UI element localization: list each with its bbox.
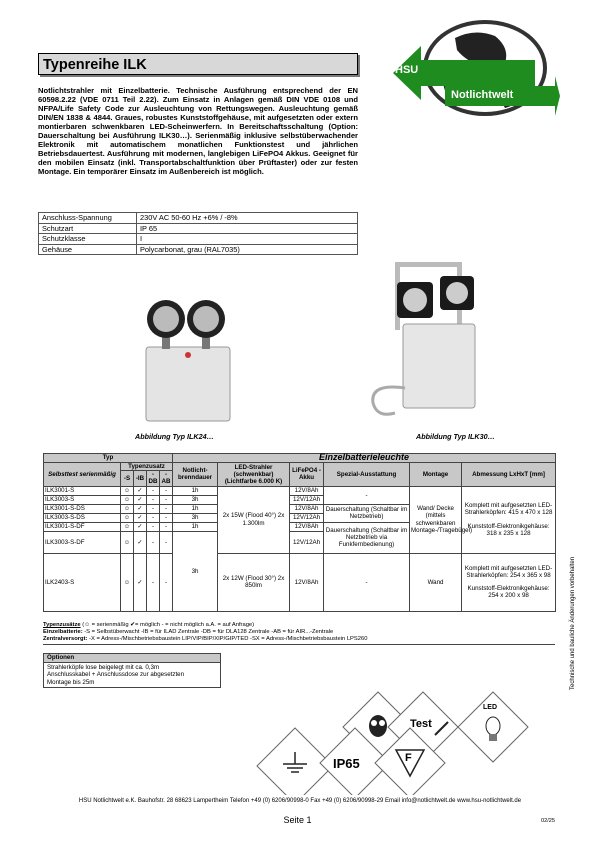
cell-akku: 12V/8Ah (290, 522, 324, 531)
table-row (44, 486, 556, 495)
header-zusatz-s: -S (121, 471, 134, 486)
abmessung-a-line1: Komplett mit aufgesetzten LED-Strahlerköpfen: 415 x 470 x 128 (464, 502, 553, 517)
option-line: Montage bis 25m (47, 678, 95, 686)
cell-s: ☺ (121, 553, 134, 611)
cell-s: ☺ (121, 513, 134, 522)
page-title: Typenreihe ILK (43, 57, 147, 73)
product-table (43, 453, 556, 612)
cell-dauer: 1h (173, 522, 218, 531)
spec-label: Anschluss-Spannung (39, 213, 137, 224)
cell-akku: 12V/8Ah (290, 504, 324, 513)
cell-led-a: 2x 15W (Flood 40°) 2x 1.300lm (218, 486, 290, 553)
cell-db: - (147, 495, 160, 504)
legend-zentral: -X = Adress-/Mischbetriebsbaustein LIP/VIP/BIP/XIP/GIP/TED -SX = Adress-/Mischbetriebsbaustein LPS260 (87, 636, 368, 643)
cell-led-b: 2x 12W (Flood 30°) 2x 850lm (218, 553, 290, 611)
row-name: ILK3001-S-DS (44, 504, 121, 513)
header-montage: Montage (410, 463, 462, 487)
cell-ab: - (160, 513, 173, 522)
cell-akku: 12V/12Ah (290, 513, 324, 522)
header-zusatz-ib: -IB (134, 471, 147, 486)
logo-text-hsu: HSU (395, 64, 419, 76)
cell-ab: - (160, 531, 173, 553)
cell-db: - (147, 513, 160, 522)
spec-row (39, 234, 358, 245)
spec-label: Schutzklasse (39, 234, 137, 245)
product-image-ilk30 (365, 258, 480, 423)
cell-dauer: 1h (173, 486, 218, 495)
cell-akku: 12V/12Ah (290, 495, 324, 504)
spec-label: Schutzart (39, 223, 137, 234)
cell-db: - (147, 522, 160, 531)
cell-spezial-none: - (324, 486, 410, 504)
header-akku: LiFePO4 -Akku (290, 463, 324, 487)
ip65-sign-label: IP65 (333, 756, 360, 771)
legend (43, 622, 555, 645)
cell-s: ☺ (121, 522, 134, 531)
legend-typenzusaetze-head: Typenzusätze (43, 622, 81, 628)
product-image-ilk24 (140, 295, 235, 425)
spec-table (38, 212, 358, 255)
product-description: Notlichtstrahler mit Einzelbatterie. Technische Ausführung entsprechend der EN 60598.2.22 (VDE 0711 Teil 2.22). Zum Einsatz in Anlagen gemäß DIN VDE 0108 und NFPA/Life Safety Code zur Ausleuchtung von Rettungswegen. Ausleuchtung gemäß DIN/EN 1838 & 4844. Graues, robustes Kunststoffgehäuse, mit aufgesetzten oder extern montierbaren schwenkbaren LED-Scheinwerfern. In Bereitschaftsschaltung (Option: Dauerschaltung bei Ausführung ILK30…). Serienmäßig inklusive selbstüberwachender Elektronik mit automatischem monatlichen Funktionstest und jährlichen Betriebsdauertest. Ausführung mit modernen, langlebigen LiFePO4 Akkus. Geeignet für den mobilen Einsatz (inkl. Transportabschaltfunktion über Prüftaster) oder zur festen Montage. Ein temporärer Einsatz im Außenbereich ist möglich. (38, 86, 358, 177)
led-sign-label: LED (483, 704, 497, 711)
cell-montage-b: Wand (410, 553, 462, 611)
spec-value: I (137, 234, 358, 245)
certification-signs (245, 690, 530, 795)
legend-typenzusaetze: (☺ = serienmäßig ✔= möglich - = nicht möglich a.A. = auf Anfrage) (80, 622, 255, 628)
options-box (43, 653, 221, 688)
page-title-box (38, 53, 358, 75)
cell-ib: ✓ (134, 522, 147, 531)
row-name: ILK3003-S-DF (44, 531, 121, 553)
page-number: Seite 1 (283, 815, 312, 825)
cell-ab: - (160, 553, 173, 611)
cell-s: ☺ (121, 504, 134, 513)
cell-ib: ✓ (134, 495, 147, 504)
spec-row (39, 244, 358, 255)
cell-akku: 12V/12Ah (290, 531, 324, 553)
cell-akku: 12V/8Ah (290, 553, 324, 611)
cell-ab: - (160, 486, 173, 495)
cell-spezial-ds: Dauerschaltung (Schaltbar im Netzbetrieb) (324, 504, 410, 522)
cell-db: - (147, 531, 160, 553)
options-title: Optionen (44, 654, 220, 663)
cell-ab: - (160, 504, 173, 513)
document-code: 02/25 (541, 818, 555, 824)
cell-s: ☺ (121, 531, 134, 553)
cell-ab: - (160, 495, 173, 504)
cell-abmessung-b (462, 553, 556, 611)
cell-spezial-df: Dauerschaltung (Schaltbar im Netzbetrieb via Funkfernbedienung) (324, 522, 410, 553)
header-group-title: Einzelbatterieleuchte (173, 454, 556, 463)
abmessung-a-line2: Kunststoff-Elektronikgehäuse: 318 x 235 x 128 (467, 522, 550, 537)
header-zusatz-ab: -AB (160, 471, 173, 486)
cell-ab: - (160, 522, 173, 531)
table-row (44, 553, 556, 611)
option-line: Anschlusskabel + Anschlussdose zur abgesetzten (47, 671, 185, 679)
spec-value: Polycarbonat, grau (RAL7035) (137, 244, 358, 255)
cell-montage-a: Wand/ Decke (mittels schwenkbaren Montage-/Tragebügel) (410, 486, 462, 553)
footer-address: HSU Notlichtwelt e.K. Bauhofstr. 28 68623 Lampertheim Telefon +49 (0) 6206/90998-0 Fax +49 (0) 6206/90998-29 Email info@notlichtwelt.de www.hsu-notlichtwelt.de (78, 798, 522, 804)
caption-ilk24: Abbildung Typ ILK24… (135, 432, 214, 441)
row-name: ILK3003-S-DS (44, 513, 121, 522)
header-led: LED-Strahler (schwenkbar) (Lichtfarbe 6.000 K) (218, 463, 290, 487)
cell-s: ☺ (121, 486, 134, 495)
cell-db: - (147, 504, 160, 513)
spec-row (39, 213, 358, 224)
option-line: Strahlerköpfe lose beigelegt mit ca. 0,3m (47, 664, 160, 671)
spec-value: 230V AC 50-60 Hz +6% / -8% (137, 213, 358, 224)
cell-ib: ✓ (134, 504, 147, 513)
header-zusatz-db: -DB (147, 471, 160, 486)
owl-icon (369, 715, 387, 737)
abmessung-b-line1: Komplett mit aufgesetzten LED-Strahlerköpfen: 254 x 365 x 98 (464, 565, 553, 580)
cell-akku: 12V/8Ah (290, 486, 324, 495)
spec-row (39, 223, 358, 234)
row-name: ILK3001-S-DF (44, 522, 121, 531)
cell-db: - (147, 486, 160, 495)
header-selbsttest: Selbsttest serienmäßig (44, 463, 121, 487)
test-sign-label: Test (410, 718, 432, 730)
row-name: ILK2403-S (44, 553, 121, 611)
cell-dauer: 3h (173, 513, 218, 522)
cell-dauer: 1h (173, 504, 218, 513)
legend-einzelbatterie: -S = Selbstüberwacht -IB = für ILAD Zentrale -DB = für DLA128 Zentrale -AB = für AIR...-Zentrale (82, 629, 334, 636)
cell-s: ☺ (121, 495, 134, 504)
row-name: ILK3003-S (44, 495, 121, 504)
cell-dauer: 3h (173, 495, 218, 504)
cell-ib: ✓ (134, 486, 147, 495)
spec-value: IP 65 (137, 223, 358, 234)
cell-dauer: 3h (173, 531, 218, 611)
f-sign-label: F (405, 752, 412, 764)
cell-ib: ✓ (134, 513, 147, 522)
header-spezial: Spezial-Ausstattung (324, 463, 410, 487)
header-notlicht: Notlicht-brenndauer (173, 463, 218, 487)
cell-spezial-b: - (324, 553, 410, 611)
spec-label: Gehäuse (39, 244, 137, 255)
side-note: Technische und bauliche Änderungen vorbehalten (570, 556, 576, 690)
header-typenzusatz: Typenzusatz (121, 463, 173, 471)
legend-einzelbatterie-head: Einzelbatterie: (43, 629, 83, 636)
header-typ: Typ (44, 454, 173, 463)
caption-ilk30: Abbildung Typ ILK30… (416, 432, 495, 441)
cell-ib: ✓ (134, 553, 147, 611)
cell-abmessung-a (462, 486, 556, 553)
logo-text-notlichtwelt: Notlichtwelt (451, 89, 514, 101)
header-abmessung: Abmessung LxHxT [mm] (462, 463, 556, 487)
row-name: ILK3001-S (44, 486, 121, 495)
cell-ib: ✓ (134, 531, 147, 553)
legend-zentral-head: Zentralversorgt: (43, 636, 88, 643)
abmessung-b-line2: Kunststoff-Elektronikgehäuse: 254 x 200 x 98 (467, 584, 550, 599)
company-logo (385, 18, 560, 128)
cell-db: - (147, 553, 160, 611)
